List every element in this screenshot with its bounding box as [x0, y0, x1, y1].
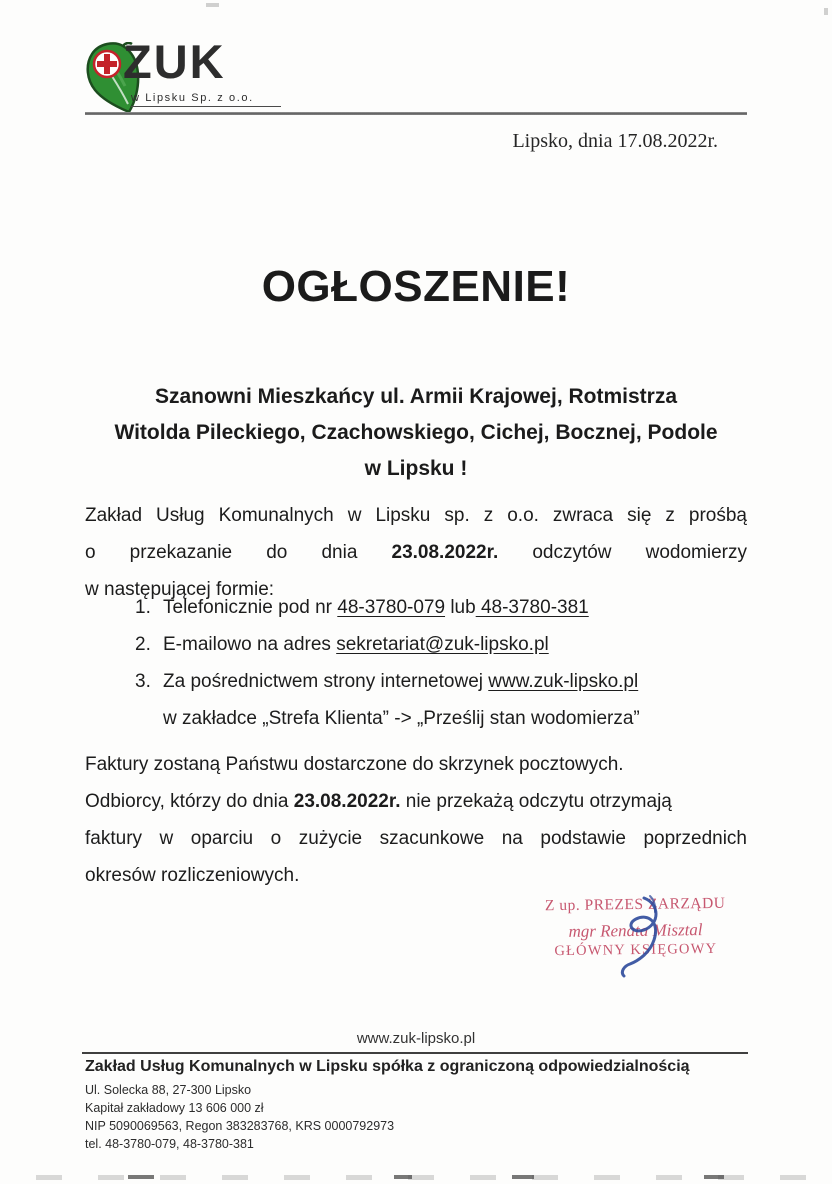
scan-artifact — [512, 1175, 534, 1179]
footer-address: Ul. Solecka 88, 27-300 Lipsko — [85, 1083, 252, 1097]
intro-line-2-pre: o przekazanie do dnia — [85, 542, 392, 563]
logo-subtitle: w Lipsku Sp. z o.o. — [131, 92, 281, 107]
stamp-signer-role: GŁÓWNY KSIĘGOWY — [554, 940, 718, 960]
phone-number-2: 48-3780-381 — [475, 597, 589, 618]
scan-artifact — [128, 1175, 154, 1179]
deadline-date: 23.08.2022r. — [391, 542, 499, 563]
scan-artifact — [704, 1175, 724, 1179]
scan-artifact — [394, 1175, 412, 1179]
contact-options-list — [85, 589, 747, 737]
salutation-heading — [80, 379, 752, 487]
list-item — [85, 626, 747, 663]
phone-number-1: 48-3780-079 — [337, 597, 446, 618]
list-item-continuation: w zakładce „Strefa Klienta” -> „Prześlij stan wodomierza” — [163, 708, 640, 729]
header-divider — [85, 112, 747, 115]
scan-artifact — [206, 3, 219, 7]
footer-capital: Kapitał zakładowy 13 606 000 zł — [85, 1101, 264, 1115]
intro-line-3: w następującej formie: — [85, 579, 275, 600]
stamp-signer-name: mgr Renata Misztal — [568, 920, 703, 941]
invoice-line-3: faktury w oparciu o zużycie szacunkowe na podstawie poprzednich — [85, 828, 747, 849]
footer-details — [85, 1081, 765, 1153]
footer-website: www.zuk-lipsko.pl — [356, 1030, 476, 1047]
zuk-logo — [85, 35, 325, 112]
website-url: www.zuk-lipsko.pl — [488, 671, 639, 692]
intro-line-2 — [85, 534, 747, 571]
invoice-line-2 — [85, 783, 747, 820]
list-item — [85, 663, 747, 700]
date-line: Lipsko, dnia 17.08.2022r. — [512, 130, 718, 152]
signature-stamp — [538, 895, 734, 961]
footer-divider — [82, 1052, 748, 1054]
logo-brand-text: ZUK — [123, 35, 226, 88]
list-item — [85, 589, 747, 626]
salutation-line: Szanowni Mieszkańcy ul. Armii Krajowej, Rotmistrza — [154, 385, 678, 408]
invoice-line-2-post: nie przekażą odczytu otrzymają — [400, 791, 672, 812]
footer-company-name: Zakład Usług Komunalnych w Lipsku spółka z ograniczoną odpowiedzialnością — [85, 1058, 690, 1075]
footer-phone: tel. 48-3780-079, 48-3780-381 — [85, 1137, 254, 1151]
list-item-text — [163, 663, 747, 700]
list-item-text — [163, 589, 747, 626]
scan-artifact — [824, 8, 828, 15]
footer-registry: NIP 5090069563, Regon 383283768, KRS 0000792973 — [85, 1119, 395, 1133]
deadline-date: 23.08.2022r. — [293, 791, 401, 812]
website-option-text: Za pośrednictwem strony internetowej — [163, 671, 489, 692]
list-item-text — [163, 626, 747, 663]
invoice-paragraph — [85, 746, 747, 894]
salutation-line: w Lipsku ! — [364, 457, 468, 480]
list-item-number: 1. — [135, 597, 151, 618]
intro-line-2-post: odczytów wodomierzy — [498, 542, 747, 563]
phone-option-connector: lub — [445, 597, 476, 618]
stamp-authority-line: Z up. PREZES ZARZĄDU — [544, 894, 726, 915]
salutation-line: Witolda Pileckiego, Czachowskiego, Cichej, Bocznej, Podole — [114, 421, 718, 444]
list-item-number: 2. — [135, 634, 151, 655]
phone-option-text: Telefonicznie pod nr — [163, 597, 338, 618]
page-title: OGŁOSZENIE! — [261, 262, 571, 311]
invoice-line-2-pre: Odbiorcy, którzy do dnia — [85, 791, 294, 812]
intro-line-1: Zakład Usług Komunalnych w Lipsku sp. z o.o. zwraca się z prośbą — [85, 505, 747, 526]
invoice-line-1: Faktury zostaną Państwu dostarczone do skrzynek pocztowych. — [85, 754, 624, 775]
email-address: sekretariat@zuk-lipsko.pl — [336, 634, 549, 655]
list-item-number: 3. — [135, 671, 151, 692]
invoice-line-4: okresów rozliczeniowych. — [85, 865, 300, 886]
email-option-text: E-mailowo na adres — [163, 634, 337, 655]
